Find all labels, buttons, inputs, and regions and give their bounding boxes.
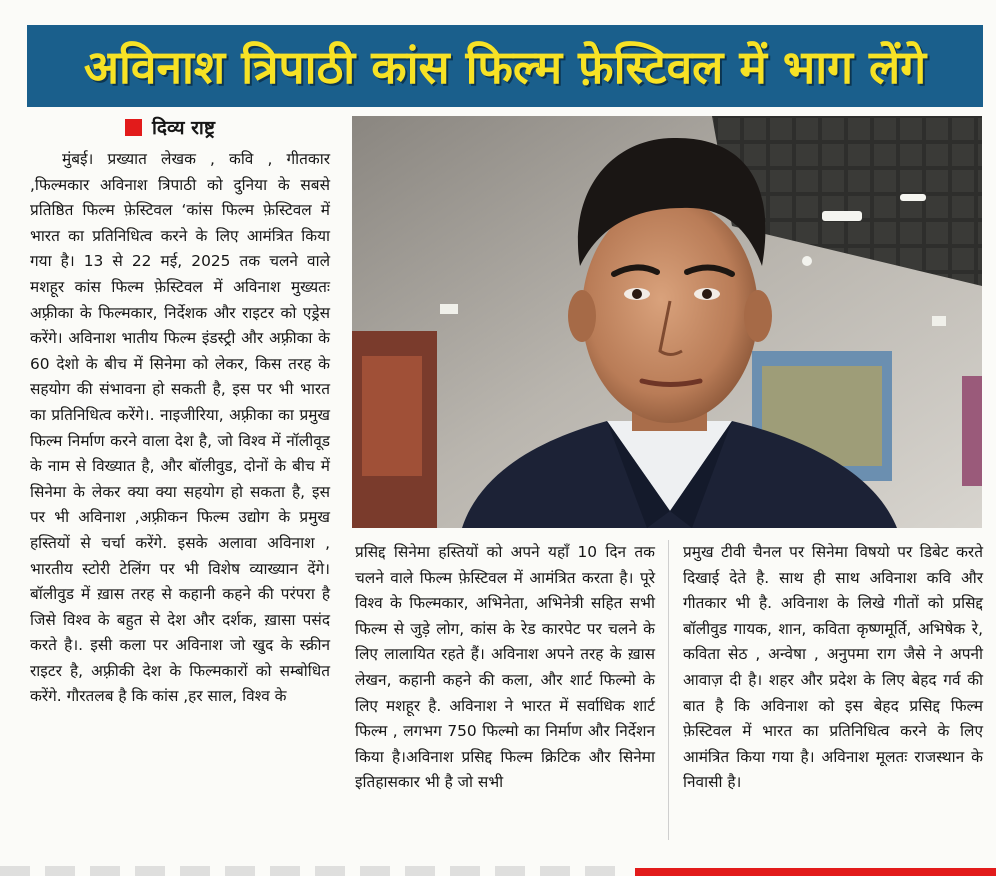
column-divider bbox=[668, 540, 669, 840]
headline: अविनाश त्रिपाठी कांस फिल्म फ़ेस्टिवल में भाग लेंगे bbox=[83, 40, 927, 94]
article-column-2 bbox=[355, 540, 655, 796]
byline-text: दिव्य राष्ट्र bbox=[152, 117, 215, 139]
article-column-1-text: मुंबई। प्रख्यात लेखक , कवि , गीतकार ,फिल्मकार अविनाश त्रिपाठी को दुनिया के सबसे प्रतिष्ठित फिल्म फ़ेस्टिवल ‘कांस फिल्म फ़ेस्टिवल में भारत का प्रतिनिधित्व करने के लिए आमंत्रित किया गया है। 13 से 22 मई, 2025 तक चलने वाले मशहूर कांस फिल्म फ़ेस्टिवल में अविनाश मुख्यतः अफ़्रीका के फिल्मकार, निर्देशक और राइटर को एड्रेस करेंगे। अविनाश भातीय फिल्म इंडस्ट्री और अफ़्रीका के 60 देशो के बीच में सिनेमा को लेकर, किस तरह के सहयोग की संभावना हो सकती है, इस पर भी भारत का प्रतिनिधित्व करेंगे।. नाइजीरिया, अफ़्रीका का प्रमुख फिल्म निर्माण करने वाला देश है, जो विश्व में नॉलीवूड के नाम से विख्यात है, और बॉलीवुड, दोनों के बीच में सिनेमा के लेकर क्या क्या सहयोग हो सकता है, इस पर भी अविनाश ,अफ़्रीकन फिल्म उद्योग के प्रमुख हस्तियों से चर्चा करेंगे. इसके अलावा अविनाश , भारतीय स्टोरी टेलिंग पर भी विशेष व्याख्यान देंगे। बॉलीवुड में ख़ास तरह से कहानी कहने की परंपरा है जिसे विश्व के बहुत से देश और दर्शक, ख़ासा पसंद करते है।. इसी कला पर अविनाश जो खुद के स्क्रीन राइटर है, अफ़्रीकी देश के फिल्मकारों को सम्बोधित करेंगे. गौरतलब है कि कांस ,हर साल, विश्व के bbox=[30, 150, 330, 706]
portrait-illustration bbox=[352, 116, 982, 528]
byline bbox=[125, 114, 215, 140]
portrait-photo bbox=[352, 116, 982, 528]
article-column-1 bbox=[30, 147, 330, 710]
article-column-3-text: प्रमुख टीवी चैनल पर सिनेमा विषयो पर डिबेट करते दिखाई देते है. साथ ही साथ अविनाश कवि और गीतकार भी है. अविनाश के लिखे गीतों को प्रसिद्द बॉलीवुड गायक, शान, कविता कृष्णमूर्ति, अभिषेक रे, कविता सेठ , अन्वेषा , अनुपमा राग जैसे ने अपनी आवाज़ दी है। शहर और प्रदेश के लिए बेहद गर्व की बात है कि अविनाश को इस बेहद प्रसिद्द फिल्म फ़ेस्टिवल में भारत का प्रतिनिधित्व करने के लिए आमंत्रित किया गया है। अविनाश मूलतः राजस्थान के निवासी है। bbox=[683, 543, 983, 792]
bottom-red-rule bbox=[635, 868, 996, 876]
next-article-bleed bbox=[0, 866, 630, 876]
headline-banner bbox=[27, 25, 983, 107]
byline-marker-icon bbox=[125, 119, 142, 136]
article-column-2-text: प्रसिद्द सिनेमा हस्तियों को अपने यहाँ 10 दिन तक चलने वाले फिल्म फ़ेस्टिवल में आमंत्रित करता है। पूरे विश्व के फिल्मकार, अभिनेता, अभिनेत्री सहित सभी फिल्म से जुड़े लोग, कांस के रेड कारपेट पर चलने के लिए लालायित रहते हैं। अविनाश अपने तरह के ख़ास लेखन, कहानी कहने की कला, और शार्ट फिल्मो के लिए मशहूर है. अविनाश ने भारत में सर्वाधिक शार्ट फिल्म , लगभग 750 फिल्मो का निर्माण और निर्देशन किया है।अविनाश प्रसिद्द फिल्म क्रिटिक और सिनेमा इतिहासकार भी है जो सभी bbox=[355, 543, 655, 792]
article-column-3 bbox=[683, 540, 983, 796]
